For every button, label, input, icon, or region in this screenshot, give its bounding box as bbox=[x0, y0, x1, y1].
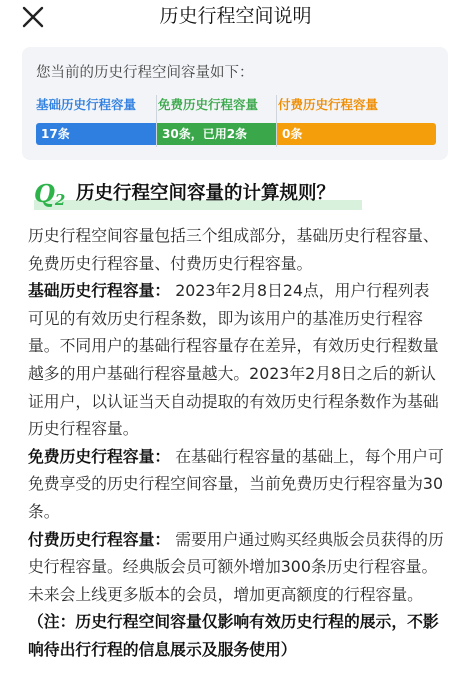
segment-free-label: 免费历史行程容量 bbox=[158, 97, 259, 112]
capacity-intro: 您当前的历史行程空间容量如下： bbox=[36, 65, 254, 81]
segment-basic-label: 基础历史行程容量 bbox=[36, 97, 137, 112]
paragraph-intro: 历史行程空间容量包括三个组成部分，基础历史行程容量、免费历史行程容量、付费历史行程容量。 bbox=[28, 226, 439, 273]
note: （注：历史行程空间容量仅影响有效历史行程的展示，不影响待出行行程的信息展示及服务使用） bbox=[28, 612, 439, 659]
segment-paid bbox=[278, 95, 378, 113]
basic-label: 基础历史行程容量： bbox=[28, 281, 171, 301]
segment-basic bbox=[36, 95, 136, 113]
segment-paid-bar: 0条 bbox=[277, 123, 436, 145]
paid-text: 需要用户通过购买经典版会员获得的历史行程容量。经典版会员可额外增加300条历史行程容量。未来会上线更多版本的会员，增加更高额度的行程容量。 bbox=[28, 529, 444, 604]
basic-text: 2023年2月8日24点，用户行程列表可见的有效历史行程条数，即为该用户的基准历史行程容量。不同用户的基础行程容量存在差异，有效历史行程数量越多的用户基础行程容量越大。2023年2月8日之后的新认证用户，以认证当天自动提取的有效历史行程条数作为基础历史行程容量。 bbox=[28, 281, 439, 439]
paid-label: 付费历史行程容量： bbox=[28, 529, 171, 549]
page-title: 历史行程空间说明 bbox=[159, 5, 312, 27]
segment-basic-bar: 17条 bbox=[36, 123, 156, 145]
paragraph-basic bbox=[28, 277, 444, 443]
top-bar bbox=[0, 0, 471, 34]
section-title: 历史行程空间容量的计算规则？ bbox=[76, 183, 336, 204]
rules-content bbox=[28, 222, 444, 664]
free-label: 免费历史行程容量： bbox=[28, 446, 171, 466]
question-badge: $Q_2$ bbox=[34, 179, 66, 209]
segment-free-bar: 30条，已用2条 bbox=[157, 123, 276, 145]
free-text: 在基础行程容量的基础上，每个用户可免费享受的历史行程空间容量，当前免费历史行程容量为30条。 bbox=[28, 446, 444, 521]
capacity-card bbox=[22, 47, 448, 160]
paragraph-free bbox=[28, 443, 444, 526]
paragraph-paid bbox=[28, 526, 444, 609]
segment-free bbox=[158, 95, 258, 113]
segment-paid-label: 付费历史行程容量 bbox=[278, 97, 379, 112]
